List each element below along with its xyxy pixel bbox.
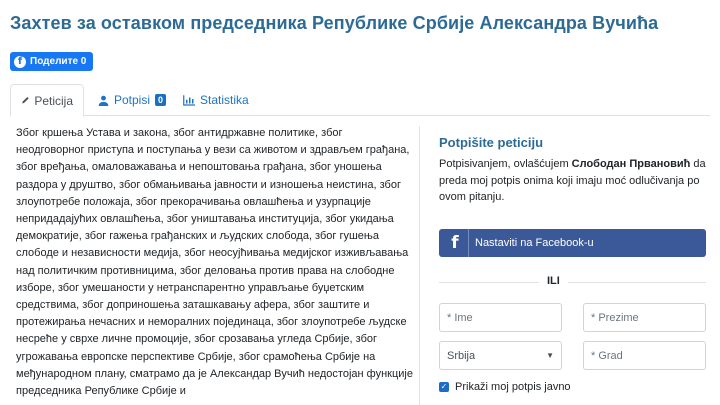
tab-statistika[interactable] bbox=[173, 84, 259, 116]
tab-potpisi[interactable] bbox=[88, 84, 176, 116]
country-value: Srbija bbox=[447, 349, 476, 362]
signature-count-badge: 0 bbox=[155, 94, 166, 106]
last-name-field[interactable] bbox=[583, 303, 706, 332]
tab-label: Potpisi bbox=[114, 93, 151, 107]
show-signature-publicly-row bbox=[439, 381, 571, 393]
tab-peticija[interactable] bbox=[10, 84, 84, 117]
first-name-input[interactable] bbox=[447, 312, 554, 324]
facebook-continue-button[interactable] bbox=[439, 229, 706, 257]
first-name-field[interactable] bbox=[439, 303, 562, 332]
last-name-input[interactable] bbox=[591, 312, 698, 324]
show-publicly-label[interactable]: Prikaži moj potpis javno bbox=[455, 381, 571, 393]
city-field[interactable] bbox=[583, 341, 706, 370]
desc-text: da preda moj potpis onima koji imaju moć odlučivanja po ovom pitanju. bbox=[439, 158, 706, 203]
sign-petition-title: Potpišite peticiju bbox=[439, 135, 544, 150]
tab-label: Peticija bbox=[34, 93, 73, 108]
button-separator bbox=[468, 229, 469, 257]
share-label: Поделите 0 bbox=[30, 56, 87, 67]
petition-body-text: Због кршења Устава и закона, због антидржавне политике, због неодговорног приступа и поступања у вези са животом и здрављем грађана, због вређања, омаловажавања и непоштовања грађана, због уношења раздора у друштво, због обмањивања јавности и изношења неистина, због злоупотребе положаја, због прекорачивања овлашћења и узурпације непридадајућих овлашћења, због уништавања институција, због укидања демократије, због гажења грађанских и људских слобода, због гушења слободе и независности медија, због неосујћивања медијског изживљавања над политичким противницима, због деловања против права на слободне изборе, због умешаности у нетранспарентно управљање буџетским средствима, због доприношења заташкавању афера, због заштите и протежирања нечасних и неморалних појединаца, због злоупотребе људске несреће у сврхе личне промоције, због срозавања угледа Србије, због угрожавања европске перспективе Србије, због срамоћења Србије на међународном плану, сматрамо да је Александар Вучић недостојан функције председника Републике Србије и bbox=[16, 127, 413, 398]
facebook-share-button[interactable] bbox=[10, 52, 93, 71]
desc-text: Potpisivanjem, ovlašćujem bbox=[439, 158, 572, 170]
country-select[interactable] bbox=[439, 341, 562, 370]
or-divider-right bbox=[568, 282, 706, 283]
column-divider bbox=[419, 126, 420, 405]
or-divider-left bbox=[439, 282, 539, 283]
petition-author-name: Слободан Првановић bbox=[571, 158, 691, 170]
tab-label: Statistika bbox=[200, 93, 249, 107]
city-input[interactable] bbox=[591, 350, 698, 362]
facebook-icon: f bbox=[451, 233, 459, 253]
pencil-icon bbox=[21, 95, 29, 106]
user-icon bbox=[98, 95, 109, 106]
chevron-down-icon: ▼ bbox=[546, 351, 554, 360]
facebook-continue-label: Nastaviti na Facebook-u bbox=[475, 237, 594, 249]
bar-chart-icon bbox=[183, 95, 195, 106]
tab-bar bbox=[10, 84, 710, 116]
sign-description bbox=[439, 156, 709, 206]
show-publicly-checkbox[interactable]: ✓ bbox=[440, 382, 448, 391]
or-label: ILI bbox=[547, 275, 560, 287]
page-title: Захтев за оставком председника Републике Србије Александра Вучића bbox=[10, 13, 659, 33]
facebook-icon: f bbox=[14, 56, 26, 68]
